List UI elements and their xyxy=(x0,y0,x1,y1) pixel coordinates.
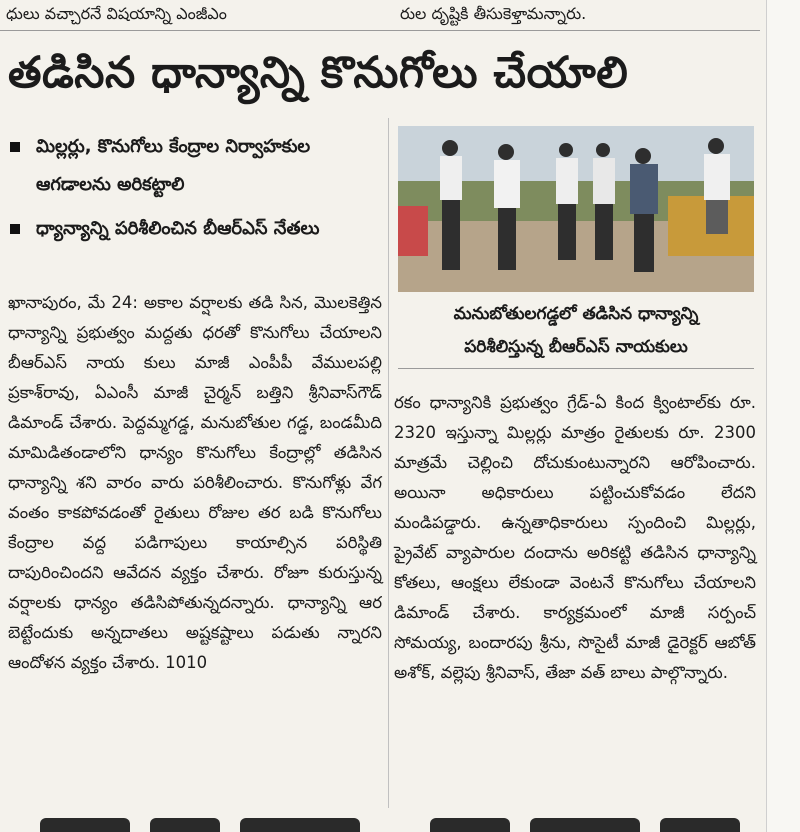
previous-article-strip xyxy=(0,0,760,31)
news-photo-illustration xyxy=(398,126,754,292)
bullet-square-icon xyxy=(10,224,20,234)
next-article-headline-cut xyxy=(0,812,760,832)
caption-rule xyxy=(398,368,754,369)
previous-article-text-right: రుల దృష్టికి తీసుకెళ్తామన్నారు. xyxy=(400,4,587,23)
bullet-item xyxy=(10,210,390,248)
previous-article-text-left: ధులు వచ్చారనే విషయాన్ని ఎంజీఎం xyxy=(6,4,227,23)
article-body-left-column: ఖానాపురం, మే 24: అకాల వర్షాలకు తడి సిన, మొలకెత్తిన ధాన్యాన్ని ప్రభుత్వం మద్దతు ధరతో కొనుగోలు చేయాలని బీఆర్ఎస్ నాయ కులు మాజీ ఎంపీపీ వేములపల్లి ప్రకాశ్‌రావు, ఏఎంసీ మాజీ చైర్మన్ బత్తిని శ్రీనివాస్‌గౌడ్ డిమాండ్ చేశారు. పెద్దమ్మగడ్డ, మనుబోతుల గడ్డ, బండమీది మామిడితండాలోని ధాన్యం కొనుగోలు కేంద్రాల్లో తడిసిన ధాన్యాన్ని శని వారం వారు పరిశీలించారు. కొనుగోళ్లు వేగ వంతం కాకపోవడంతో రైతులు రోజుల తర బడి కొనుగోలు కేంద్రాల వద్ద పడిగాపులు కాయాల్సిన పరిస్థితి దాపురించిందని ఆవేదన వ్యక్తం చేశారు. రోజూ కురుస్తున్న వర్షాలకు ధాన్యం తడిసిపోతున్నదన్నారు. ధాన్యాన్ని ఆర బెట్టేందుకు అన్నదాతలు అష్టకష్టాలు పడుతు న్నారని ఆందోళన వ్యక్తం చేశారు. 1010 xyxy=(8,293,382,672)
bullet-item xyxy=(10,128,390,204)
article-headline: తడిసిన ధాన్యాన్ని కొనుగోలు చేయాలి xyxy=(8,48,629,98)
bullet-text: ధ్యాన్యాన్ని పరిశీలించిన బీఆర్ఎస్ నేతలు xyxy=(36,218,320,239)
column-divider xyxy=(388,118,389,808)
news-photo xyxy=(398,126,754,292)
bullet-text: మిల్లర్లు, కొనుగోలు కేంద్రాల నిర్వాహకుల ఆగడాలను అరికట్టాలి xyxy=(36,136,311,195)
bullet-square-icon xyxy=(10,142,20,152)
page-right-margin xyxy=(766,0,800,832)
subheadline-bullets xyxy=(10,128,390,254)
article-body-right-column: రకం ధాన్యానికి ప్రభుత్వం గ్రేడ్-ఏ కింద క్వింటాల్‌కు రూ. 2320 ఇస్తున్నా మిల్లర్లు మాత్రం రైతులకు రూ. 2300 మాత్రమే చెల్లించి దోచుకుంటున్నారని ఆరోపించారు. అయినా అధికారులు పట్టించుకోవడం లేదని మండిపడ్డారు. ఉన్నతాధికారులు స్పందించి మిల్లర్లు, ప్రైవేట్ వ్యాపారుల దందాను అరికట్టి తడిసిన ధాన్యాన్ని కోతలు, ఆంక్షలు లేకుండా వెంటనే కొనుగోలు చేయాలని డిమాండ్ చేశారు. కార్యక్రమంలో మాజీ సర్పంచ్ సోమయ్య, బందారపు శ్రీను, సొసైటీ మాజీ డైరెక్టర్ ఆబోత్ అశోక్, వల్లెపు శ్రీనివాస్, తేజా వత్ బాలు పాల్గొన్నారు. xyxy=(394,393,756,682)
photo-caption: మనుబోతులగడ్డలో తడిసిన ధాన్యాన్ని పరిశీలిస్తున్న బీఆర్ఎస్ నాయకులు xyxy=(453,304,699,357)
